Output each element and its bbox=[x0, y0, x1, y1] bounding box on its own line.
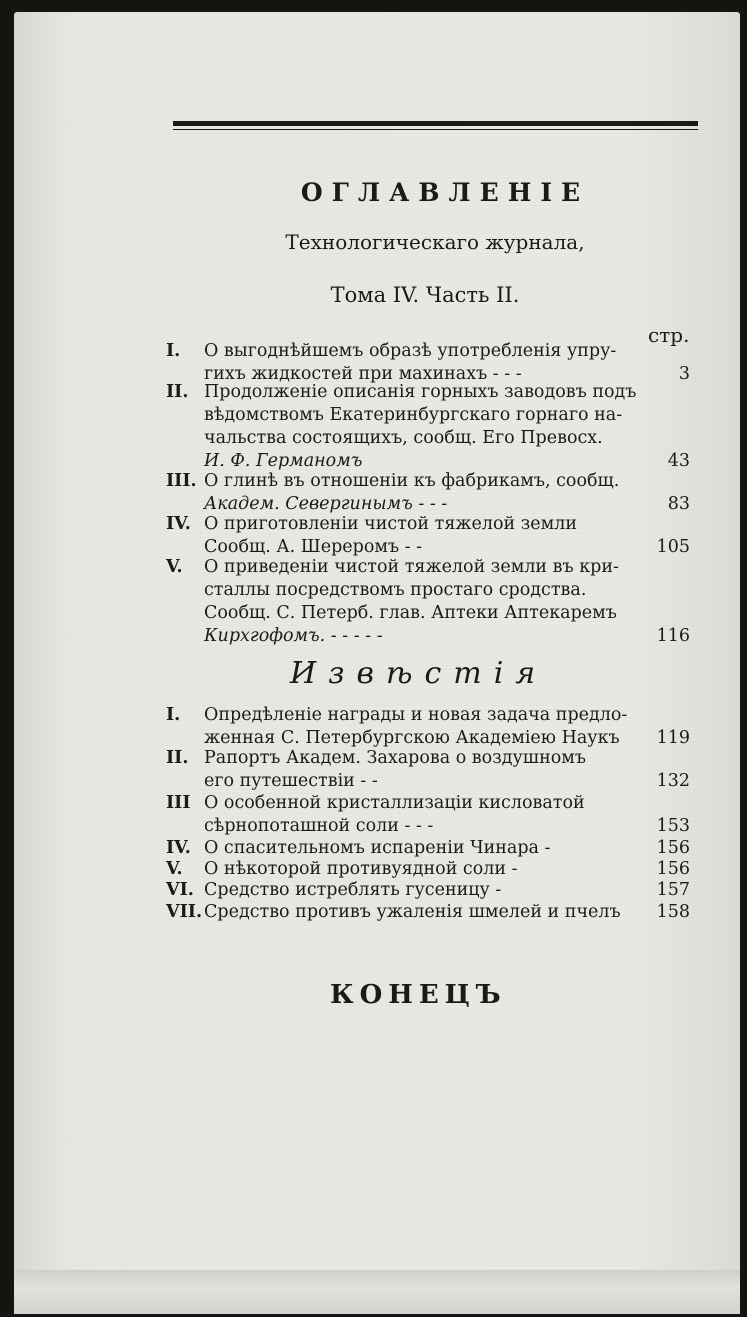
toc-line bbox=[166, 815, 690, 837]
entry-number: V. bbox=[166, 557, 183, 577]
top-rule-thin bbox=[173, 129, 698, 130]
toc-line bbox=[166, 837, 690, 859]
entry-text: О особенной кристаллизаціи кисловатой bbox=[204, 793, 585, 813]
entry-text: О приготовленіи чистой тяжелой земли bbox=[204, 514, 578, 534]
journal-subtitle: Технологическаго журнала, bbox=[285, 230, 585, 254]
entry-page-number: 132 bbox=[656, 771, 690, 791]
entry-text: женная С. Петербургскою Академіею Наукъ bbox=[204, 728, 620, 748]
entry-page-number: 157 bbox=[656, 880, 690, 900]
entry-page-number: 105 bbox=[656, 537, 690, 557]
entry-page-number: 156 bbox=[656, 859, 690, 879]
entry-page-number: 156 bbox=[656, 838, 690, 858]
entry-number: IV. bbox=[166, 838, 191, 858]
page-title: ОГЛАВЛЕНІЕ bbox=[300, 178, 590, 207]
volume-label: Тома IV. Часть II. bbox=[330, 283, 520, 307]
entry-number: VI. bbox=[166, 880, 194, 900]
page-edge bbox=[14, 1270, 740, 1314]
toc-line bbox=[166, 747, 690, 769]
toc-line bbox=[166, 493, 690, 515]
entry-text: О спасительномъ испареніи Чинара - bbox=[204, 838, 551, 858]
toc-line bbox=[166, 536, 690, 558]
entry-number: VII. bbox=[166, 902, 203, 922]
entry-text: вѣдомствомъ Екатеринбургскаго горнаго на- bbox=[204, 405, 623, 425]
entry-number: II. bbox=[166, 382, 189, 402]
entry-text: Академ. Севергинымъ - - - bbox=[204, 494, 448, 514]
entry-page-number: 153 bbox=[656, 816, 690, 836]
entry-page-number: 116 bbox=[656, 626, 690, 646]
entry-text: его путешествіи - - bbox=[204, 771, 378, 791]
entry-text: О глинѣ въ отношеніи къ фабрикамъ, сообщ. bbox=[204, 471, 620, 491]
entry-number: I. bbox=[166, 705, 181, 725]
toc-line bbox=[166, 579, 690, 601]
entry-text: Средство противъ ужаленія шмелей и пчелъ bbox=[204, 902, 621, 922]
entry-number: I. bbox=[166, 341, 181, 361]
toc-line bbox=[166, 879, 690, 901]
entry-number: V. bbox=[166, 859, 183, 879]
entry-text: О выгоднѣйшемъ образѣ употребленія упру- bbox=[204, 341, 617, 361]
toc-line bbox=[166, 858, 690, 880]
entry-text: Продолженіе описанія горныхъ заводовъ подъ bbox=[204, 382, 637, 402]
toc-line bbox=[166, 470, 690, 492]
toc-line bbox=[166, 450, 690, 472]
entry-page-number: 83 bbox=[667, 494, 690, 514]
toc-line bbox=[166, 556, 690, 578]
entry-text: Сообщ. А. Шереромъ - - bbox=[204, 537, 423, 557]
entry-page-number: 119 bbox=[656, 728, 690, 748]
entry-text: сталлы посредствомъ простаго сродства. bbox=[204, 580, 587, 600]
entry-number: III bbox=[166, 793, 191, 813]
entry-number: IV. bbox=[166, 514, 191, 534]
toc-line bbox=[166, 704, 690, 726]
entry-text: чальства состоящихъ, сообщ. Его Превосх. bbox=[204, 428, 603, 448]
entry-text: Сообщ. С. Петерб. глав. Аптеки Аптекаремъ bbox=[204, 603, 617, 623]
toc-line bbox=[166, 381, 690, 403]
page-column-label: стр. bbox=[648, 323, 690, 347]
entry-page-number: 158 bbox=[656, 902, 690, 922]
entry-page-number: 3 bbox=[678, 364, 690, 384]
toc-line bbox=[166, 901, 690, 923]
toc-line bbox=[166, 792, 690, 814]
entry-number: III. bbox=[166, 471, 197, 491]
end-label: КОНЕЦЪ bbox=[330, 980, 507, 1010]
toc-line bbox=[166, 427, 690, 449]
toc-line bbox=[166, 602, 690, 624]
entry-text: Средство истреблять гусеницу - bbox=[204, 880, 502, 900]
entry-text: сѣрнопоташной соли - - - bbox=[204, 816, 434, 836]
news-heading: Извѣстія bbox=[290, 656, 548, 691]
entry-text: И. Ф. Германомъ bbox=[204, 451, 363, 471]
entry-text: Опредѣленіе награды и новая задача предло- bbox=[204, 705, 628, 725]
toc-line bbox=[166, 513, 690, 535]
toc-line bbox=[166, 770, 690, 792]
entry-text: О нѣкоторой противуядной соли - bbox=[204, 859, 518, 879]
entry-text: гихъ жидкостей при махинахъ - - - bbox=[204, 364, 522, 384]
entry-page-number: 43 bbox=[667, 451, 690, 471]
entry-text: Кирхгофомъ. - - - - - bbox=[204, 626, 383, 646]
toc-line bbox=[166, 625, 690, 647]
entry-text: Рапортъ Академ. Захарова о воздушномъ bbox=[204, 748, 587, 768]
toc-line bbox=[166, 727, 690, 749]
toc-line bbox=[166, 340, 690, 362]
toc-line bbox=[166, 404, 690, 426]
entry-text: О приведеніи чистой тяжелой земли въ кри- bbox=[204, 557, 619, 577]
top-rule bbox=[173, 121, 698, 126]
entry-number: II. bbox=[166, 748, 189, 768]
